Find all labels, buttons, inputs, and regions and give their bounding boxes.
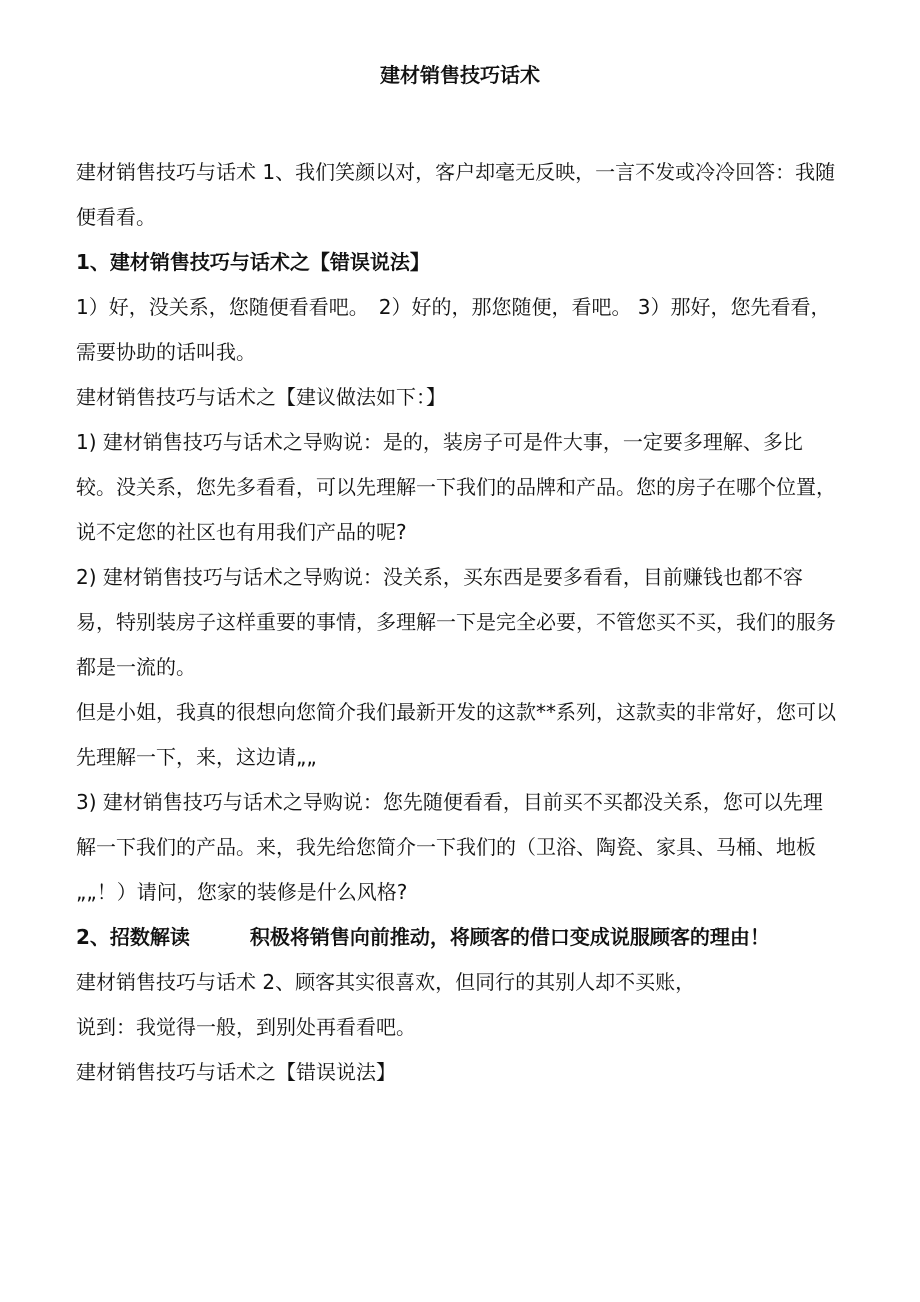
paragraph-1: 建材销售技巧与话术 1、我们笑颜以对，客户却毫无反映，一言不发或冷冷回答：我随便看看。 xyxy=(76,160,836,229)
document-title: 建材销售技巧话术 xyxy=(380,63,540,87)
document-body xyxy=(76,150,842,1095)
paragraph-2: 1）好，没关系，您随便看看吧。 2）好的，那您随便，看吧。 3）那好，您先看看，需要协助的话叫我。 xyxy=(76,295,831,364)
paragraph-4: 1) 建材销售技巧与话术之导购说：是的，装房子可是件大事，一定要多理解、多比较。没关系，您先多看看，可以先理解一下我们的品牌和产品。您的房子在哪个位置，说不定您的社区也有用我们产品的呢? xyxy=(76,430,836,544)
paragraph-8: 建材销售技巧与话术 2、顾客其实很喜欢，但同行的其别人却不买账， xyxy=(76,970,696,994)
paragraph-9: 说到：我觉得一般，到别处再看看吧。 xyxy=(76,1015,416,1039)
heading-wrong-phrasing-1: 1、建材销售技巧与话术之【错误说法】 xyxy=(76,250,430,274)
paragraph-3: 建材销售技巧与话术之【建议做法如下：】 xyxy=(76,385,446,409)
heading-section-2-label: 2、招数解读 xyxy=(76,925,190,949)
paragraph-6: 但是小姐，我真的很想向您简介我们最新开发的这款**系列，这款卖的非常好，您可以先理解一下，来，这边请„„ xyxy=(76,700,836,769)
paragraph-10: 建材销售技巧与话术之【错误说法】 xyxy=(76,1060,396,1084)
heading-section-2 xyxy=(76,915,842,960)
paragraph-5: 2) 建材销售技巧与话术之导购说：没关系，买东西是要多看看，目前赚钱也都不容易，特别装房子这样重要的事情，多理解一下是完全必要，不管您买不买，我们的服务都是一流的。 xyxy=(76,565,836,679)
heading-section-2-text: 积极将销售向前推动，将顾客的借口变成说服顾客的理由！ xyxy=(249,925,770,949)
paragraph-7: 3) 建材销售技巧与话术之导购说：您先随便看看，目前买不买都没关系，您可以先理解一下我们的产品。来，我先给您简介一下我们的（卫浴、陶瓷、家具、马桶、地板„„！）请问，您家的装修是什么风格? xyxy=(76,790,823,904)
